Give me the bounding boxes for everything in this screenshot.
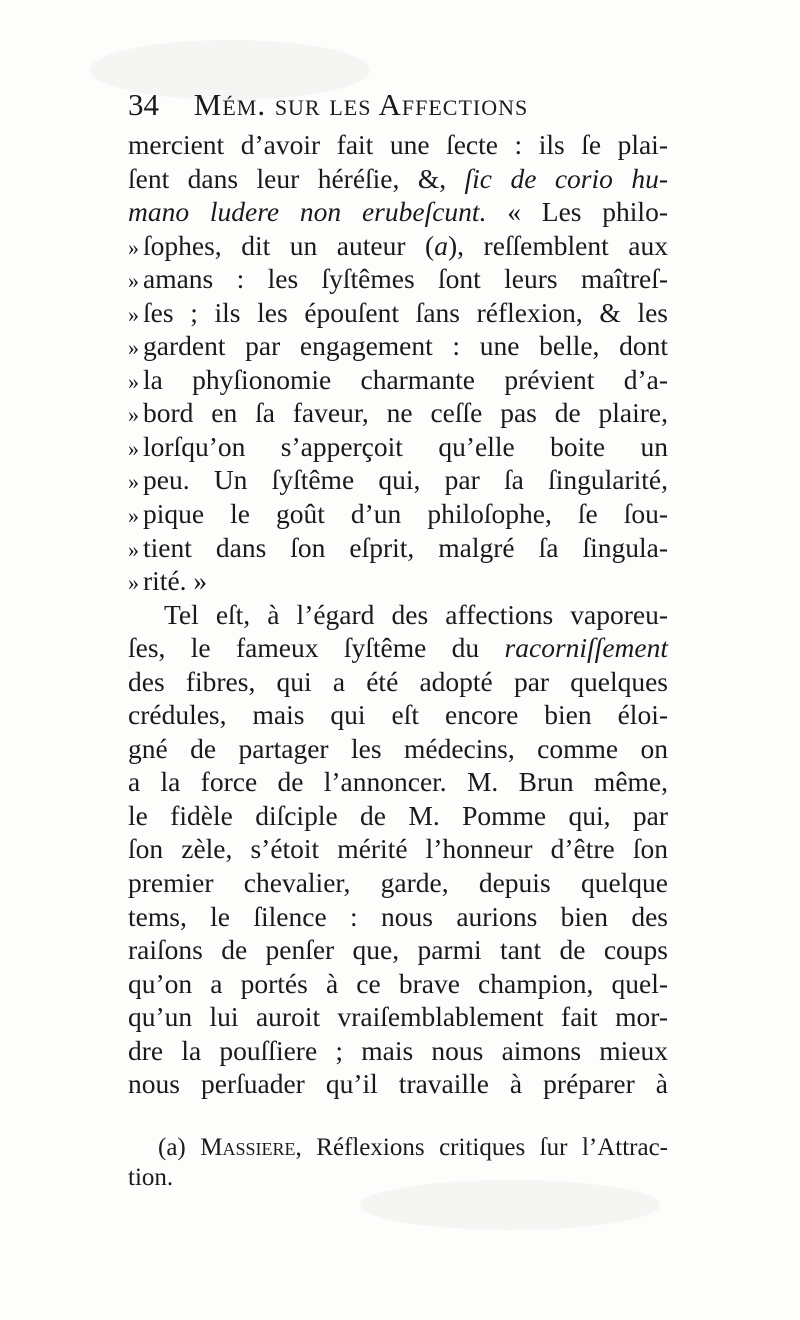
italic-text: racorniſſement	[504, 632, 668, 664]
text-line	[128, 598, 668, 632]
text-line	[128, 430, 668, 464]
body-text	[128, 128, 668, 1101]
quote-mark: »	[128, 335, 139, 361]
text-run: crédules, mais qui eſt encore bien éloi-	[128, 699, 668, 731]
text-line	[128, 564, 668, 598]
text-line	[128, 531, 668, 565]
text-run: Tel eſt, à l’égard des affections vaporeu-	[164, 598, 668, 630]
text-line	[128, 363, 668, 397]
footnote-author: Massiere	[200, 1134, 296, 1161]
text-run: tient dans ſon eſprit, malgré ſa ſingula-	[143, 531, 668, 563]
text-run: ſophes, dit un auteur (	[143, 229, 435, 261]
text-run: ), reſſemblent aux	[447, 229, 669, 261]
text-run: gné de partager les médecins, comme on	[128, 732, 668, 764]
text-line	[128, 195, 668, 229]
text-line	[128, 866, 668, 900]
text-line	[128, 229, 668, 263]
footnote-line	[128, 1133, 668, 1163]
text-line	[128, 732, 668, 766]
text-line	[128, 832, 668, 866]
italic-text: mano ludere non erubeſcunt.	[128, 196, 487, 228]
text-line	[128, 463, 668, 497]
text-line	[128, 933, 668, 967]
text-line	[128, 262, 668, 296]
text-run: ſon zèle, s’étoit mérité l’honneur d’être ſon	[128, 833, 668, 865]
text-line	[128, 329, 668, 363]
italic-text: ſic de corio hu-	[464, 162, 668, 194]
text-line	[128, 631, 668, 665]
text-run: lorſqu’on s’apperçoit qu’elle boite un	[143, 430, 668, 462]
text-run: ſes, le fameux ſyſtême du	[128, 632, 505, 664]
text-line	[128, 162, 668, 196]
text-line	[128, 665, 668, 699]
text-line	[128, 497, 668, 531]
quote-mark: »	[128, 268, 139, 294]
text-run: ſent dans leur héréſie, &,	[128, 162, 465, 194]
quote-mark: »	[128, 536, 139, 562]
page-number: 34	[128, 87, 159, 122]
italic-text: a	[434, 229, 448, 261]
text-run: raiſons de penſer que, parmi tant de coups	[128, 934, 668, 966]
footnote-continuation: tion.	[128, 1164, 174, 1191]
text-run: qu’un lui auroit vraiſemblablement fait mor-	[128, 1001, 668, 1033]
text-run: dre la pouſſiere ; mais nous aimons mieux	[128, 1034, 668, 1066]
text-run: la phyſionomie charmante prévient d’a-	[143, 363, 668, 395]
text-run: gardent par engagement : une belle, dont	[143, 330, 668, 362]
text-line	[128, 799, 668, 833]
text-run: rité. »	[143, 565, 208, 597]
text-run: pique le goût d’un philoſophe, ſe ſou-	[143, 498, 668, 530]
quote-mark: »	[128, 435, 139, 461]
text-run: « Les philo-	[486, 196, 668, 228]
text-line	[128, 967, 668, 1001]
text-line	[128, 765, 668, 799]
text-line	[128, 698, 668, 732]
text-line	[128, 128, 668, 162]
text-run: ſes ; ils les épouſent ſans réflexion, & les	[143, 296, 668, 328]
text-line	[128, 900, 668, 934]
text-run: le fidèle diſciple de M. Pomme qui, par	[128, 799, 668, 831]
text-run: a la force de l’annoncer. M. Brun même,	[128, 766, 668, 798]
text-run: peu. Un ſyſtême qui, par ſa ſingularité,	[143, 464, 668, 496]
quote-mark: »	[128, 368, 139, 394]
quote-mark: »	[128, 469, 139, 495]
text-run: premier chevalier, garde, depuis quelque	[128, 867, 668, 899]
quote-mark: »	[128, 234, 139, 260]
text-run: tems, le ſilence : nous aurions bien des	[128, 900, 668, 932]
footnote-mark: (a)	[158, 1134, 186, 1161]
text-run: des fibres, qui a été adopté par quelques	[128, 665, 668, 697]
footnote	[128, 1133, 668, 1193]
page-header	[128, 84, 668, 126]
quote-mark: »	[128, 301, 139, 327]
footnote-text: , Réflexions critiques ſur l’Attrac-	[295, 1134, 669, 1161]
quote-mark: »	[128, 402, 139, 428]
text-run: qu’on a portés à ce brave champion, quel-	[128, 967, 668, 999]
text-line	[128, 296, 668, 330]
text-run: amans : les ſyſtêmes ſont leurs maîtreſ-	[143, 263, 668, 295]
running-title: Mém. sur les Affections	[193, 87, 529, 122]
text-run: mercient d’avoir fait une ſecte : ils ſe plai-	[128, 129, 668, 160]
text-line	[128, 396, 668, 430]
text-run: nous perſuader qu’il travaille à préparer à	[128, 1068, 668, 1100]
text-line	[128, 1034, 668, 1068]
text-line	[128, 1000, 668, 1034]
text-run: bord en ſa faveur, ne ceſſe pas de plaire,	[143, 397, 668, 429]
quote-mark: »	[128, 503, 139, 529]
quote-mark: »	[128, 570, 139, 596]
text-line	[128, 1067, 668, 1101]
